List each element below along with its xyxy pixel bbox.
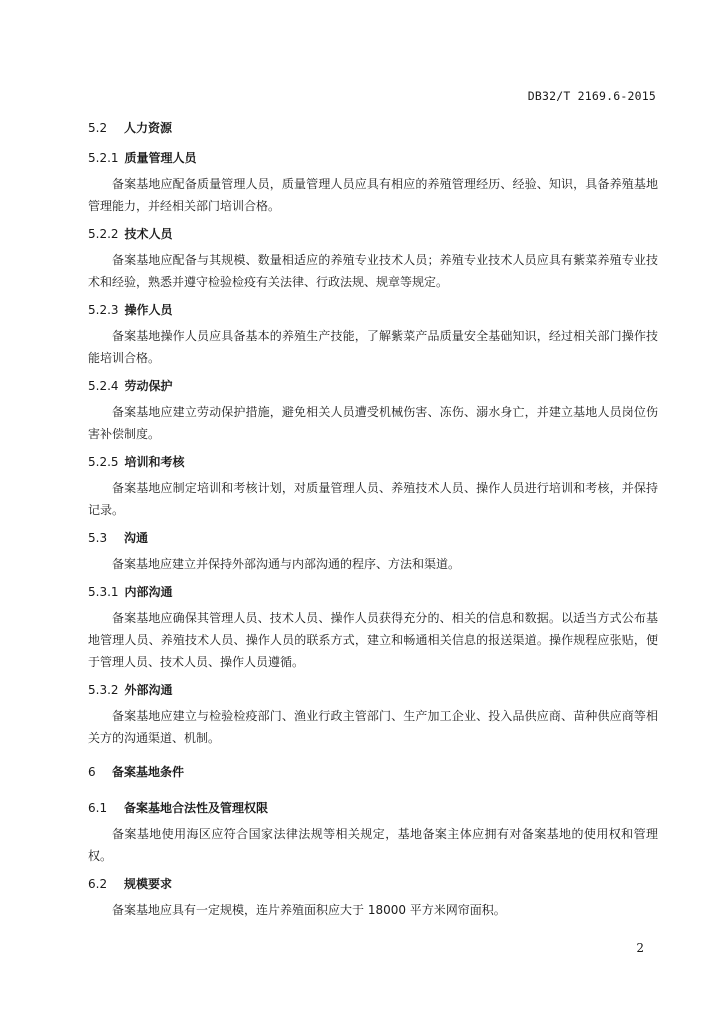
section-paragraph: 备案基地应建立劳动保护措施，避免相关人员遭受机械伤害、冻伤、溺水身亡，并建立基地人员岗位伤害补偿制度。 bbox=[88, 405, 658, 441]
section-heading bbox=[88, 681, 658, 699]
section-heading bbox=[88, 453, 658, 471]
section-title: 外部沟通 bbox=[124, 683, 173, 697]
section-heading bbox=[88, 119, 658, 137]
section-heading bbox=[88, 225, 658, 243]
section-number: 5.3.1 bbox=[88, 585, 119, 599]
section-number: 6.2 bbox=[88, 877, 108, 891]
page-number: 2 bbox=[636, 941, 644, 955]
section-title: 备案基地合法性及管理权限 bbox=[124, 801, 269, 815]
section-paragraph: 备案基地应建立与检验检疫部门、渔业行政主管部门、生产加工企业、投入品供应商、苗种供应商等相关方的沟通渠道、机制。 bbox=[88, 709, 658, 745]
section-heading bbox=[88, 301, 658, 319]
section-title: 质量管理人员 bbox=[124, 151, 197, 165]
section-title: 技术人员 bbox=[124, 227, 173, 241]
section-paragraph: 备案基地应配备与其规模、数量相适应的养殖专业技术人员；养殖专业技术人员应具有紫菜养殖专业技术和经验，熟悉并遵守检验检疫有关法律、行政法规、规章等规定。 bbox=[88, 253, 658, 289]
section-heading bbox=[88, 377, 658, 395]
section-heading bbox=[88, 583, 658, 601]
section-number: 5.2 bbox=[88, 121, 108, 135]
section-number: 5.3 bbox=[88, 531, 108, 545]
chapter-heading bbox=[88, 763, 658, 781]
section-paragraph: 备案基地使用海区应符合国家法律法规等相关规定，基地备案主体应拥有对备案基地的使用权和管理权。 bbox=[88, 827, 658, 863]
section-title: 沟通 bbox=[124, 531, 149, 545]
section-heading bbox=[88, 529, 658, 547]
section-number: 6.1 bbox=[88, 801, 108, 815]
section-paragraph: 备案基地应制定培训和考核计划，对质量管理人员、养殖技术人员、操作人员进行培训和考核，并保持记录。 bbox=[88, 481, 658, 517]
section-number: 5.2.5 bbox=[88, 455, 119, 469]
section-heading bbox=[88, 149, 658, 167]
document-body bbox=[88, 119, 658, 929]
section-number: 5.3.2 bbox=[88, 683, 119, 697]
section-title: 内部沟通 bbox=[124, 585, 173, 599]
section-number: 5.2.4 bbox=[88, 379, 119, 393]
section-number: 5.2.2 bbox=[88, 227, 119, 241]
section-title: 规模要求 bbox=[124, 877, 173, 891]
section-title: 操作人员 bbox=[124, 303, 173, 317]
section-title: 培训和考核 bbox=[124, 455, 185, 469]
section-paragraph: 备案基地应建立并保持外部沟通与内部沟通的程序、方法和渠道。 bbox=[112, 557, 461, 571]
document-id: DB32/T 2169.6-2015 bbox=[527, 89, 656, 103]
chapter-number: 6 bbox=[88, 765, 96, 779]
section-title: 人力资源 bbox=[124, 121, 173, 135]
section-number: 5.2.1 bbox=[88, 151, 119, 165]
section-paragraph: 备案基地应具有一定规模，连片养殖面积应大于 18000 平方米网帘面积。 bbox=[112, 903, 506, 917]
chapter-title: 备案基地条件 bbox=[112, 765, 185, 779]
section-number: 5.2.3 bbox=[88, 303, 119, 317]
section-heading bbox=[88, 875, 658, 893]
section-title: 劳动保护 bbox=[124, 379, 173, 393]
section-paragraph: 备案基地应确保其管理人员、技术人员、操作人员获得充分的、相关的信息和数据。以适当方式公布基地管理人员、养殖技术人员、操作人员的联系方式，建立和畅通相关信息的报送渠道。操作规程应张贴，便于管理人员、技术人员、操作人员遵循。 bbox=[88, 611, 658, 669]
section-paragraph: 备案基地操作人员应具备基本的养殖生产技能，了解紫菜产品质量安全基础知识，经过相关部门操作技能培训合格。 bbox=[88, 329, 658, 365]
section-paragraph: 备案基地应配备质量管理人员，质量管理人员应具有相应的养殖管理经历、经验、知识，具备养殖基地管理能力，并经相关部门培训合格。 bbox=[88, 177, 658, 213]
section-heading bbox=[88, 799, 658, 817]
